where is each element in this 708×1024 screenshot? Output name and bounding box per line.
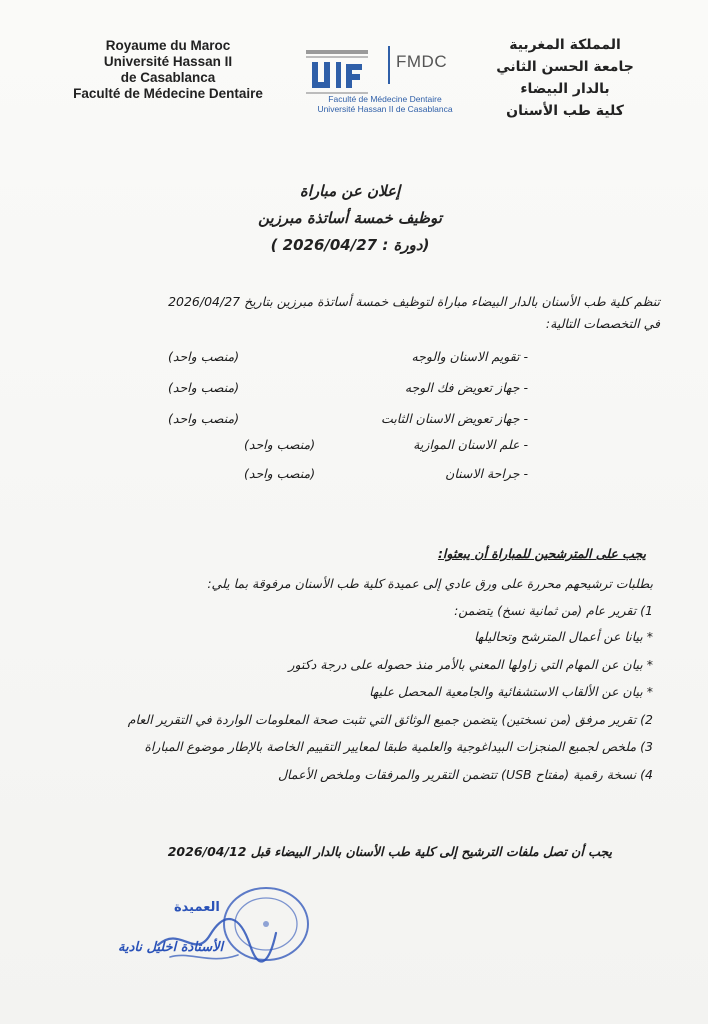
- requirement-line: بطلبات ترشيحهم محررة على ورق عادي إلى عميدة كلية طب الأسنان مرفوقة بما يلي:: [207, 576, 653, 591]
- arabic-header-line: بالدار البيضاء: [520, 81, 610, 97]
- specialty-name: - جراحة الاسنان: [445, 466, 528, 481]
- french-header-line: de Casablanca: [120, 70, 216, 85]
- arabic-header-line: كلية طب الأسنان: [506, 103, 624, 119]
- french-header-line: Université Hassan II: [103, 54, 233, 69]
- logo-caption-line: Faculté de Médecine Dentaire: [328, 94, 442, 104]
- intro-line: في التخصصات التالية:: [545, 316, 660, 331]
- specialty-name: - تقويم الاسنان والوجه: [411, 349, 528, 364]
- specialty-name: - جهاز تعويض الاسنان الثابت: [381, 411, 528, 426]
- specialty-item: [0, 349, 708, 371]
- specialty-name: - علم الاسنان الموازية: [413, 437, 528, 452]
- requirement-line: * بيان عن الألقاب الاستشفائية والجامعية المحصل عليها: [369, 684, 653, 699]
- specialty-item: [0, 380, 708, 402]
- title-line: توظيف خمسة أساتذة مبرزين: [258, 209, 442, 227]
- requirement-line: 3) ملخص لجميع المنجزات البيداغوجية والعلمية طبقا لمعايير التقييم الخاصة بالإطار موضوع المباراة: [144, 739, 653, 754]
- intro-paragraph: [100, 291, 660, 335]
- deadline-notice: يجب أن تصل ملفات الترشيح إلى كلية طب الأسنان بالدار البيضاء قبل 2026/04/12: [167, 844, 612, 859]
- requirement-line: * بيانا عن أعمال المترشح وتحاليلها: [474, 629, 653, 644]
- specialty-posts: (منصب واحد): [168, 380, 240, 395]
- title-line: إعلان عن مباراة: [299, 182, 401, 200]
- dean-name: الأستاذة اخليل نادية: [118, 940, 224, 955]
- faculty-logo: [290, 30, 470, 120]
- requirement-line: * بيان عن المهام التي زاولها المعني بالأمر منذ حصوله على درجة دكتور: [288, 657, 653, 672]
- requirement-line: 2) تقرير مرفق (من نسختين) يتضمن جميع الوثائق التي تثبت صحة المعلومات الواردة في التقرير العام: [127, 712, 653, 727]
- arabic-header: [480, 34, 650, 122]
- logo-separator: [388, 46, 390, 84]
- french-header: [48, 38, 288, 102]
- specialty-posts: (منصب واحد): [244, 437, 316, 452]
- specialty-posts: (منصب واحد): [168, 411, 240, 426]
- arabic-header-line: المملكة المغربية: [509, 37, 621, 53]
- logo-caption-line: Université Hassan II de Casablanca: [317, 104, 453, 114]
- requirement-line: 1) تقرير عام (من ثمانية نسخ) يتضمن:: [454, 603, 653, 618]
- title-line: (دورة : 2026/04/27 ): [270, 236, 430, 254]
- logo-caption: [290, 94, 480, 114]
- specialty-name: - جهاز تعويض فك الوجه: [404, 380, 528, 395]
- specialty-item: [0, 411, 708, 433]
- specialty-item: [0, 437, 708, 459]
- specialty-posts: (منصب واحد): [244, 466, 316, 481]
- specialty-posts: (منصب واحد): [168, 349, 240, 364]
- specialty-item: [0, 466, 708, 488]
- requirement-line: 4) نسخة رقمية (مفتاح USB) تتضمن التقرير والمرفقات وملخص الأعمال: [277, 767, 653, 782]
- french-header-line: Faculté de Médecine Dentaire: [73, 86, 263, 101]
- announcement-title: [200, 178, 500, 259]
- requirements-title: يجب على المترشحين للمباراة أن يبعثوا:: [437, 546, 646, 561]
- faculty-logo-icon: [302, 42, 372, 100]
- logo-abbreviation: FMDC: [396, 52, 448, 71]
- intro-line: تنظم كلية طب الأسنان بالدار البيضاء مباراة لتوظيف خمسة أساتذة مبرزين بتاريخ 2026/04/27: [168, 294, 660, 309]
- french-header-line: Royaume du Maroc: [105, 38, 231, 53]
- arabic-header-line: جامعة الحسن الثاني: [496, 59, 634, 75]
- dean-title: العميدة: [174, 900, 220, 915]
